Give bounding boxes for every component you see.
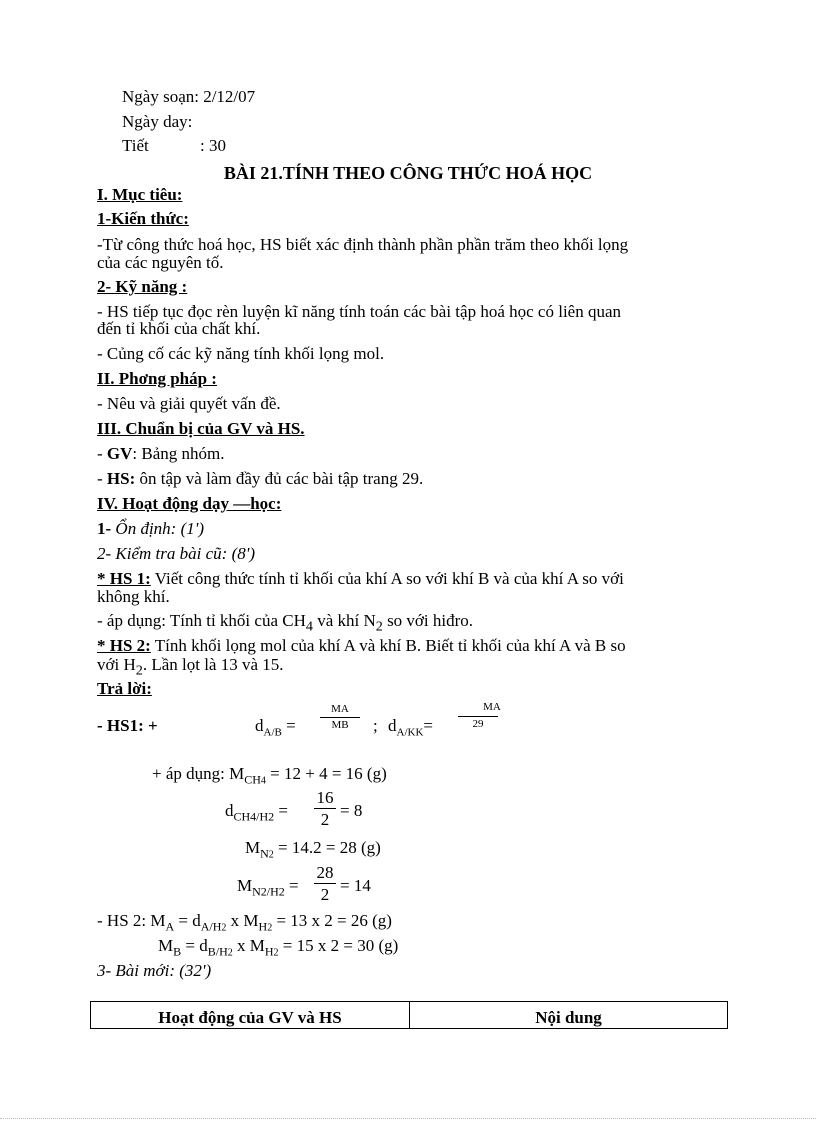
f1-den: MB [331, 719, 349, 731]
calc2-result: = 8 [340, 801, 363, 820]
f2-eq: = [423, 716, 433, 735]
hs2-question [97, 636, 626, 656]
f2-d: d [388, 716, 397, 735]
f1-num: MA [320, 704, 360, 718]
hs2-text-2a: với H [97, 655, 136, 674]
calc1-sub2: 4 [260, 775, 266, 787]
knowledge-line-2: của các nguyên tố. [97, 253, 224, 272]
hs2-text-2b: . Lần lọt là 13 và 15. [142, 655, 284, 674]
step-2: 2- Kiểm tra bài cũ: (8') [97, 544, 256, 563]
hs2b-post: = 15 x 2 = 30 (g) [278, 936, 399, 955]
hs2a-s1: A [165, 919, 175, 934]
knowledge-line-1: -Từ công thức hoá học, HS biết xác định thành phần phần trăm theo khối lọng [97, 235, 629, 254]
calc4-den: 2 [320, 885, 330, 904]
section-heading-activities: IV. Hoạt động dạy —học: [97, 494, 282, 513]
calc-line-1 [152, 764, 387, 787]
f1-d: d [255, 716, 264, 735]
hs2a-mid1: = d [174, 911, 201, 930]
calc2-d: d [225, 801, 234, 820]
fraction-16-2 [314, 789, 336, 828]
calc2-num: 16 [314, 789, 336, 809]
step-1-num: 1- [97, 519, 112, 538]
hs2b-s3: H [264, 944, 274, 959]
calc2-sub: CH4/H2 [233, 809, 275, 824]
f2-sub: A/KK [396, 726, 424, 739]
hs-text: ôn tập và làm đầy đủ các bài tập trang 29. [135, 469, 424, 488]
method-line-1: - Nêu và giải quyết vấn đề. [97, 394, 281, 413]
hs2b-s2b: 2 [227, 947, 233, 959]
hs1-answer-label: - HS1: + [97, 716, 158, 735]
skills-line-1: - HS tiếp tục đọc rèn luyện kĩ năng tính toán các bài tập hoá học có liên quan [97, 302, 622, 321]
calc1-post: = 12 + 4 = 16 (g) [265, 764, 387, 783]
section-heading-objectives: I. Mục tiêu: [97, 185, 183, 204]
hs2a-s3b: 2 [267, 922, 273, 934]
hs2a-s2: A/H [200, 919, 222, 934]
gv-text: : Bảng nhóm. [132, 444, 225, 463]
apply-sub-b: 2 [375, 618, 383, 635]
f1-eq: = [281, 716, 296, 735]
calc4-result: = 14 [340, 876, 371, 895]
calc-line-3 [245, 838, 381, 861]
hs2-text-2 [97, 655, 284, 679]
page-title: BÀI 21.TÍNH THEO CÔNG THỨC HOÁ HỌC [223, 163, 593, 183]
table-header-activities: Hoạt động của GV và HS [91, 1002, 410, 1029]
hs2b-mid2: x M [232, 936, 265, 955]
hs1-text-2: không khí. [97, 587, 170, 606]
calc4-sub: N2/H2 [252, 884, 285, 899]
gv-preparation: - GV: Bảng nhóm. [97, 444, 225, 463]
hs2b-pre: M [158, 936, 174, 955]
hs2b-s3b: 2 [273, 947, 279, 959]
answer-heading: Trả lời: [97, 679, 152, 698]
section-heading-method: II. Phơng pháp : [97, 369, 217, 388]
hs-label: HS: [106, 469, 136, 488]
date-taught: Ngày day: [122, 112, 193, 131]
calc3-m: M [245, 838, 261, 857]
skills-line-2: đến tỉ khối của chất khí. [97, 319, 261, 338]
knowledge-heading: 1-Kiến thức: [97, 209, 189, 228]
step-1 [97, 519, 204, 539]
f2-den: 29 [458, 716, 498, 730]
period-label: Tiết [122, 136, 149, 155]
hs2-answer-b [158, 936, 398, 959]
page-footer-divider [0, 1118, 816, 1119]
fraction-ma-mb [320, 704, 360, 731]
hs2a-mid2: x M [226, 911, 259, 930]
date-prepared: Ngày soạn: 2/12/07 [122, 87, 256, 106]
hs2b-mid1: = d [181, 936, 208, 955]
hs2-label: * HS 2: [97, 636, 151, 655]
section-heading-preparation: III. Chuẩn bị của GV và HS. [97, 419, 305, 438]
table-header-row [91, 1002, 728, 1029]
step-3: 3- Bài mới: (32') [97, 961, 212, 980]
apply-text-a: - áp dụng: Tính tỉ khối của CH [97, 611, 306, 630]
hs2-answer-a [97, 911, 392, 934]
fraction-ma-29 [458, 701, 501, 730]
hs1-question [97, 569, 624, 589]
calc4-eq: = [284, 876, 299, 895]
calc4-m: M [237, 876, 253, 895]
hs2b-s1: B [173, 944, 182, 959]
formula-separator: ; [373, 716, 378, 735]
fraction-28-2 [314, 864, 336, 903]
apply-line-1 [97, 611, 473, 635]
apply-text-c: so với hiđro. [382, 611, 474, 630]
apply-text-b: và khí N [312, 611, 376, 630]
hs1-text-1: Viết công thức tính tỉ khối của khí A so với khí B và của khí A so với [150, 569, 624, 588]
f2-num: MA [483, 701, 501, 713]
calc3-post: = 14.2 = 28 (g) [273, 838, 381, 857]
hs2a-s3: H [258, 919, 268, 934]
hs2a-s2b: 2 [221, 922, 227, 934]
hs2b-s2: B/H [207, 944, 228, 959]
hs2a-pre: - HS 2: M [97, 911, 166, 930]
f1-sub: A/B [263, 726, 282, 739]
calc3-sub: N [260, 846, 269, 861]
table-header-content: Nội dung [410, 1002, 728, 1029]
calc1-pre: + áp dụng: M [152, 764, 245, 783]
lesson-table [90, 1001, 728, 1029]
apply-sub-a: 4 [305, 618, 313, 635]
calc3-sub2: 2 [268, 849, 274, 861]
hs-preparation: - HS: ôn tập và làm đầy đủ các bài tập trang 29. [97, 469, 424, 488]
formula-d-akk [388, 716, 433, 739]
hs2-text-1: Tính khối lọng mol của khí A và khí B. Biết tỉ khối của khí A và B so [150, 636, 626, 655]
calc-line-4 [237, 876, 299, 899]
hs2a-post: = 13 x 2 = 26 (g) [272, 911, 392, 930]
calc2-eq: = [274, 801, 289, 820]
calc4-num: 28 [314, 864, 336, 884]
gv-label: GV [106, 444, 133, 463]
skills-line-3: - Củng cố các kỹ năng tính khối lọng mol. [97, 344, 385, 363]
calc-line-2 [225, 801, 288, 824]
skills-heading: 2- Kỹ năng : [97, 277, 188, 296]
hs1-label: * HS 1: [97, 569, 151, 588]
hs2-text-2-sub: 2 [135, 662, 143, 679]
calc1-sub: CH [244, 772, 261, 787]
period-value: : 30 [200, 136, 226, 155]
step-1-text: Ổn định: (1') [111, 519, 205, 538]
calc2-den: 2 [320, 810, 330, 829]
formula-d-ab [255, 716, 296, 739]
